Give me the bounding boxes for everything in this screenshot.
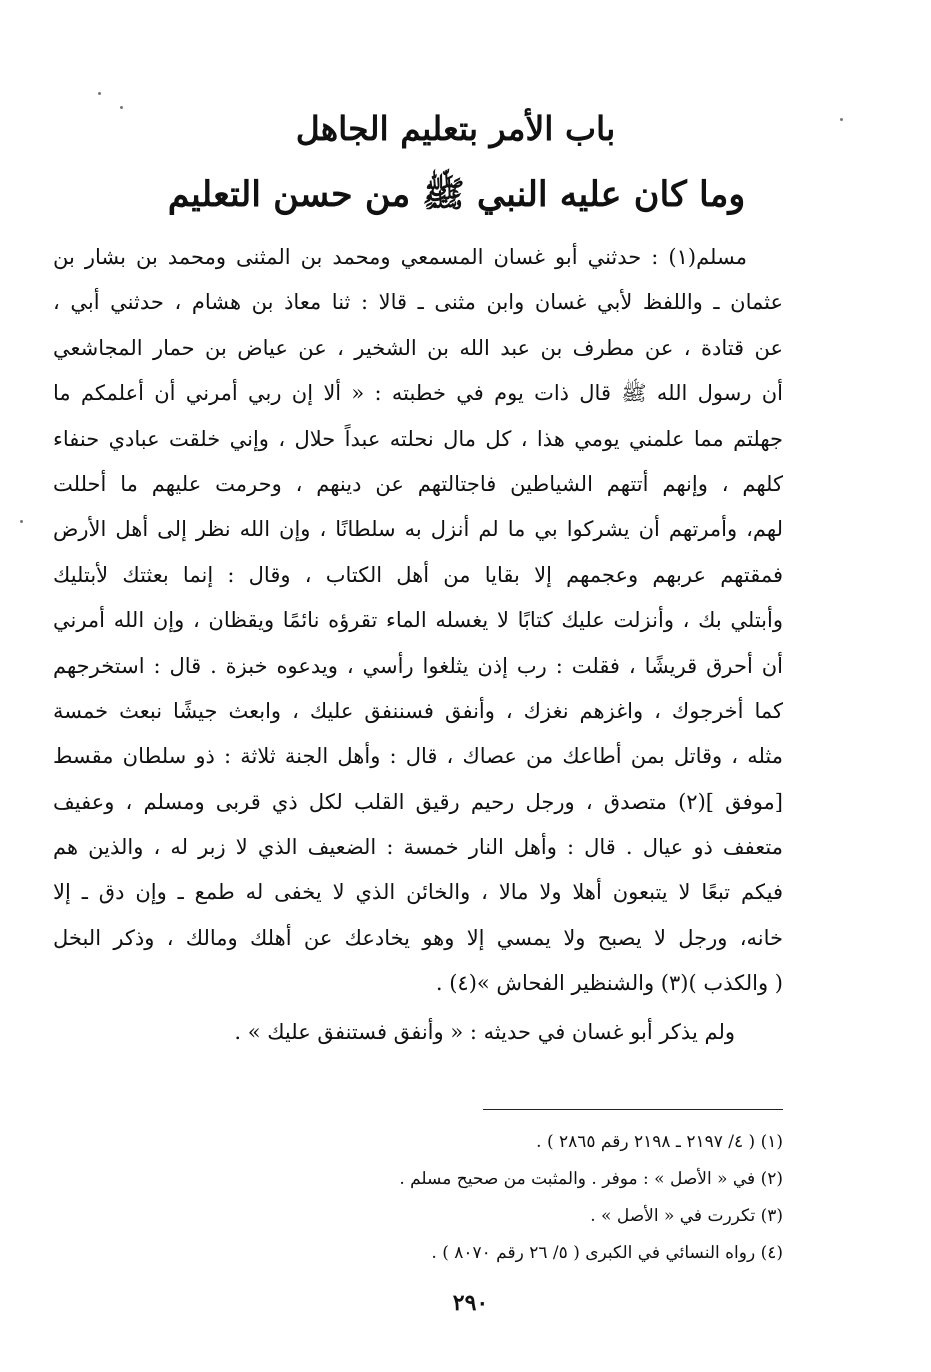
- text-line: أن رسول الله ﷺ قال ذات يوم في خطبته : « ألا إن ربي أمرني أن أعلمكم ما: [53, 381, 783, 406]
- text-line: عن قتادة ، عن مطرف بن عبد الله بن الشخير ، عن عياض بن حمار المجاشعي: [53, 335, 783, 360]
- footnote-divider: [483, 1109, 783, 1110]
- page-number: ٢٩٠: [452, 1290, 489, 1316]
- text-line: جهلتم مما علمني يومي هذا ، كل مال نحلته عبداً حلال ، وإني خلقت عبادي حنفاء: [53, 426, 783, 451]
- text-line: لهم، وأمرتهم أن يشركوا بي ما لم أنزل به سلطانًا ، وإن الله نظر إلى أهل الأرض: [53, 517, 783, 542]
- chapter-subtitle: وما كان عليه النبي ﷺ من حسن التعليم: [167, 174, 746, 215]
- text-line: خانه، ورجل لا يصبح ولا يمسي إلا وهو يخادعك عن أهلك ومالك ، وذكر البخل: [53, 925, 783, 950]
- scan-speck: [98, 92, 101, 95]
- text-line: كما أخرجوك ، واغزهم نغزك ، وأنفق فسننفق عليك ، وابعث جيشًا نبعث خمسة: [53, 698, 783, 723]
- scan-speck: [840, 118, 843, 121]
- text-line: كلهم ، وإنهم أتتهم الشياطين فاجتالتهم عن دينهم ، وحرمت عليهم ما أحللت: [53, 471, 783, 496]
- text-line: أن أحرق قريشًا ، فقلت : رب إذن يثلغوا رأسي ، ويدعوه خبزة . قال : استخرجهم: [53, 653, 783, 678]
- scan-speck: [120, 106, 123, 109]
- hadith-text: [53, 235, 783, 1007]
- text-line: مثله ، وقاتل بمن أطاعك من عصاك ، قال : وأهل الجنة ثلاثة : ذو سلطان مقسط: [53, 744, 783, 769]
- text-line: وأبتلي بك ، وأنزلت عليك كتابًا لا يغسله الماء تقرؤه نائمًا ويقظان ، وإن الله أمرني: [53, 608, 783, 633]
- footnote: (٢) في « الأصل » : موفر . والمثبت من صحيح مسلم .: [399, 1169, 783, 1189]
- text-line: فيكم تبعًا لا يتبعون أهلا ولا مالا ، والخائن الذي لا يخفى له طمع ـ وإن دق ـ إلا: [53, 880, 783, 905]
- footnotes: [83, 1124, 783, 1272]
- text-line: مسلم(١) : حدثني أبو غسان المسمعي ومحمد بن المثنى ومحمد بن بشار بن: [53, 245, 747, 269]
- scan-speck: [20, 520, 23, 523]
- closing-remark: ولم يذكر أبو غسان في حديثه : « وأنفق فستنفق عليك » .: [234, 1020, 735, 1044]
- footnote: (١) ( ٤/ ٢١٩٧ ـ ٢١٩٨ رقم ٢٨٦٥ ) .: [536, 1132, 783, 1152]
- text-line: متعفف ذو عيال . قال : وأهل النار خمسة : الضعيف الذي لا زبر له ، والذين هم: [53, 835, 783, 860]
- footnote: (٤) رواه النسائي في الكبرى ( ٥/ ٢٦ رقم ٨٠٧٠ ) .: [431, 1243, 783, 1263]
- text-line: ( والكذب )(٣) والشنظير الفحاش »(٤) .: [435, 971, 783, 996]
- text-line: عثمان ـ واللفظ لأبي غسان وابن مثنى ـ قالا : ثنا معاذ بن هشام ، حدثني أبي ،: [53, 290, 783, 315]
- footnote: (٣) تكررت في « الأصل » .: [590, 1206, 783, 1226]
- text-line: فمقتهم عربهم وعجمهم إلا بقايا من أهل الكتاب ، وقال : إنما بعثتك لأبتليك: [53, 562, 783, 587]
- chapter-title: باب الأمر بتعليم الجاهل: [295, 109, 616, 148]
- text-line: [موفق ](٢) متصدق ، ورجل رحيم رقيق القلب لكل ذي قربى ومسلم ، وعفيف: [53, 789, 783, 814]
